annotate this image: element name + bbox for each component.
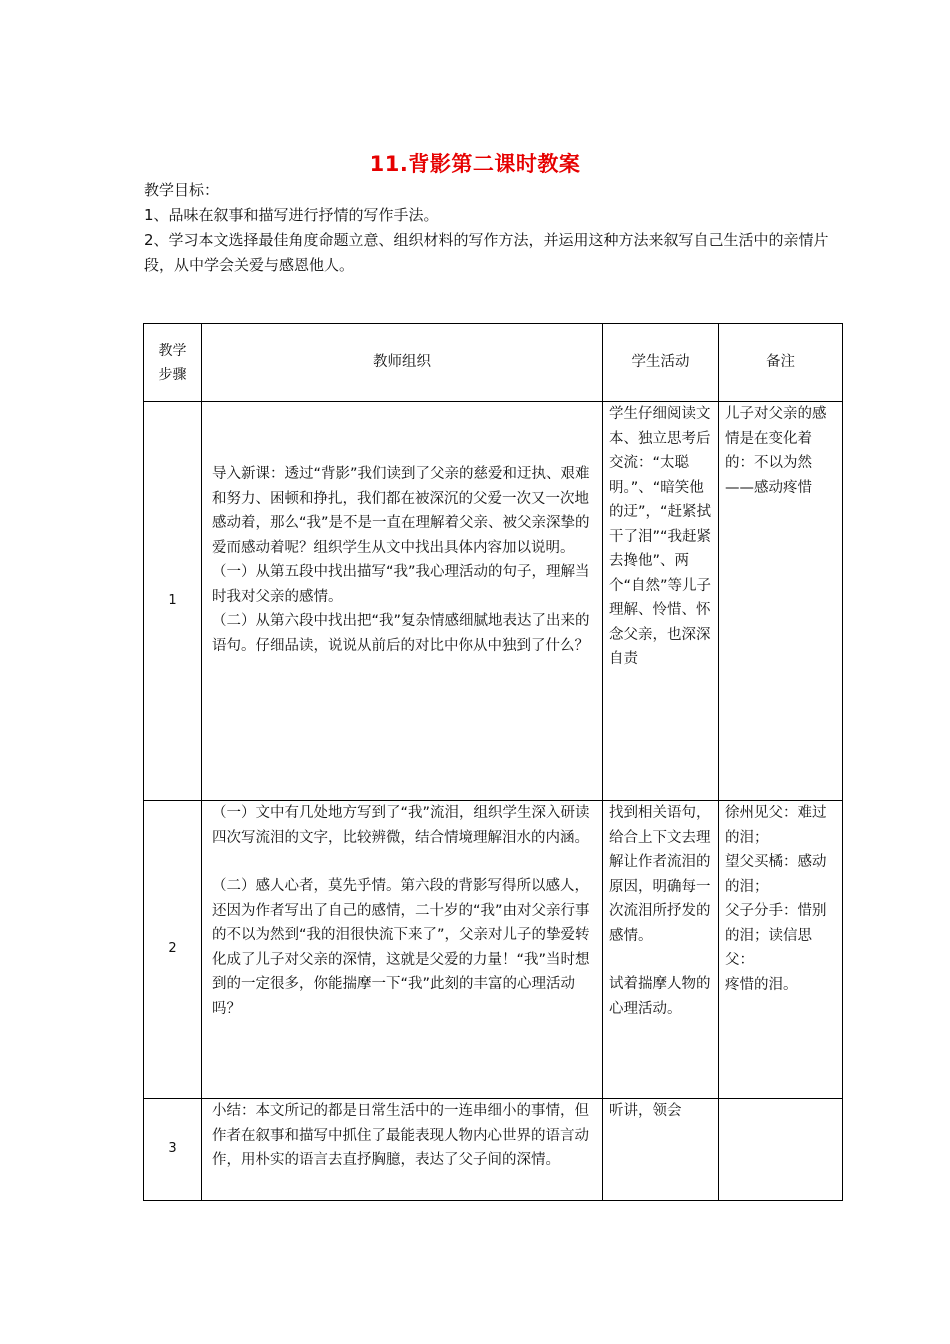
teacher-blank-line (212, 850, 594, 874)
header-step: 教学步骤 (144, 324, 202, 402)
teacher-paragraph: 导入新课：透过“背影”我们读到了父亲的慈爱和迂执、艰难和努力、困顿和挣扎，我们都在被深沉的父爱一次又一次地感动着，那么“我”是不是一直在理解着父亲、被父亲深挚的爱而感动着呢？组织学生从文中找出具体内容加以说明。 (212, 466, 590, 556)
student-paragraph: 试着揣摩人物的心理活动。 (609, 976, 711, 1017)
objective-item: 1、品味在叙事和描写进行抒情的写作手法。 (144, 206, 439, 224)
note-paragraph: 徐州见父：难过的泪； (725, 805, 827, 846)
step-number: 2 (144, 801, 202, 1099)
table-row (144, 402, 843, 801)
student-cell (603, 1099, 719, 1201)
note-paragraph: 儿子对父亲的感情是在变化着的：不以为然——感动疼惜 (725, 406, 827, 496)
table-row (144, 1099, 843, 1201)
lesson-plan-table (143, 323, 843, 1201)
student-paragraph: 找到相关语句，给合上下文去理解让作者流泪的原因，明确每一次流泪所抒发的感情。 (609, 805, 711, 944)
note-paragraph: 望父买橘：感动的泪； (725, 854, 827, 895)
header-teacher: 教师组织 (202, 324, 603, 402)
objective-item: 2、学习本文选择最佳角度命题立意、组织材料的写作方法，并运用这种方法来叙写自己生活中的亲情片段，从中学会关爱与感恩他人。 (144, 231, 829, 274)
header-note: 备注 (719, 324, 843, 402)
teacher-paragraph: （一）文中有几处地方写到了“我”流泪，组织学生深入研读四次写流泪的文字，比较辨微，结合情境理解泪水的内涵。 (212, 805, 590, 846)
student-paragraph: 听讲，领会 (609, 1103, 682, 1119)
teacher-paragraph: 小结：本文所记的都是日常生活中的一连串细小的事情，但作者在叙事和描写中抓住了最能表现人物内心世界的语言动作，用朴实的语言去直抒胸臆，表达了父子间的深情。 (212, 1103, 589, 1168)
student-cell (603, 402, 719, 801)
objectives-section (144, 178, 844, 278)
teacher-paragraph: （二）从第六段中找出把“我”复杂情感细腻地表达了出来的语句。仔细品读，说说从前后的对比中你从中独到了什么？ (212, 613, 590, 654)
objectives-heading: 教学目标： (144, 181, 220, 199)
step-number: 1 (144, 402, 202, 801)
note-cell (719, 1099, 843, 1201)
page-title: 11.背影第二课时教案 (369, 152, 581, 176)
note-paragraph: 疼惜的泪。 (725, 976, 798, 993)
note-paragraph: 父子分手：惜别的泪；读信思父： (725, 903, 827, 968)
header-student: 学生活动 (603, 324, 719, 402)
teacher-cell (202, 801, 603, 1099)
teacher-cell (202, 1099, 603, 1201)
teacher-cell (202, 402, 603, 801)
student-blank-line (609, 948, 712, 972)
teacher-paragraph: （二）感人心者，莫先乎情。第六段的背影写得所以感人，还因为作者写出了自己的感情，二十岁的“我”由对父亲行事的不以为然到“我的泪很快流下来了”，父亲对儿子的挚爱转化成了儿子对父亲的深情，这就是父爱的力量！“我”当时想到的一定很多，你能揣摩一下“我”此刻的丰富的心理活动吗？ (212, 878, 590, 1017)
student-paragraph: 学生仔细阅读文本、独立思考后交流：“太聪明。”、“暗笑他的迂”，“赶紧拭干了泪”“我赶紧去搀他”、两个“自然”等儿子理解、怜惜、怀念父亲，也深深自责 (609, 406, 712, 667)
teacher-paragraph: （一）从第五段中找出描写“我”我心理活动的句子，理解当时我对父亲的感情。 (212, 564, 590, 605)
note-cell (719, 801, 843, 1099)
student-cell (603, 801, 719, 1099)
note-cell (719, 402, 843, 801)
step-number: 3 (144, 1099, 202, 1201)
table-header-row (144, 324, 843, 402)
table-row (144, 801, 843, 1099)
